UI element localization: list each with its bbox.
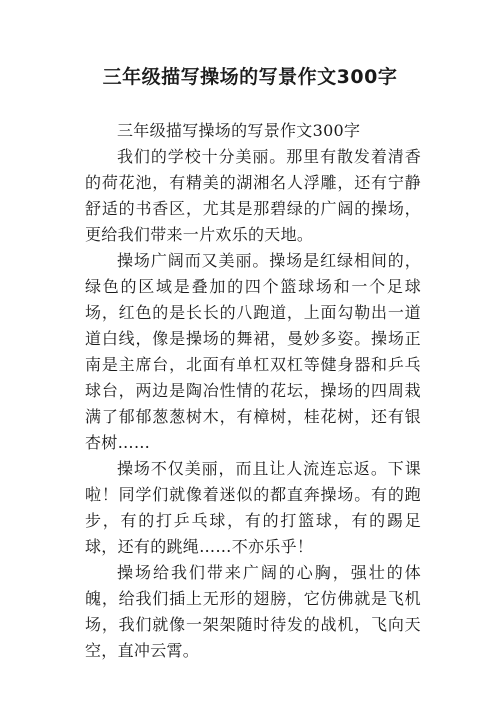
- document-subtitle: 三年级描写操场的写景作文300字: [117, 121, 361, 140]
- document-title: 三年级描写操场的写景作文300字: [102, 66, 398, 88]
- paragraph-1: 我们的学校十分美丽。那里有散发着清香的荷花池，有精美的湖湘名人浮雕，还有宁静舒适的书香区，尤其是那碧绿的广阔的操场，更给我们带来一片欢乐的天地。: [85, 147, 421, 244]
- paragraph-2: 操场广阔而又美丽。操场是红绿相间的，绿色的区域是叠加的四个篮球场和一个足球场，红色的是长长的八跑道，上面勾勒出一道道白线，像是操场的舞裙，曼妙多姿。操场正南是主席台，北面有单杠双杠等健身器和乒乓球台，两边是陶冶性情的花坛，操场的四周栽满了郁郁葱葱树木，有樟树，桂花树，还有银杏树……: [85, 251, 421, 452]
- paragraph-3: 操场不仅美丽，而且让人流连忘返。下课啦！同学们就像着迷似的都直奔操场。有的跑步，有的打乒乓球，有的打篮球，有的踢足球，还有的跳绳……不亦乐乎！: [85, 459, 421, 556]
- document-body: [85, 118, 421, 664]
- paragraph-4: 操场给我们带来广阔的心胸，强壮的体魄，给我们插上无形的翅膀，它仿佛就是飞机场，我们就像一架架随时待发的战机，飞向天空，直冲云霄。: [85, 563, 421, 660]
